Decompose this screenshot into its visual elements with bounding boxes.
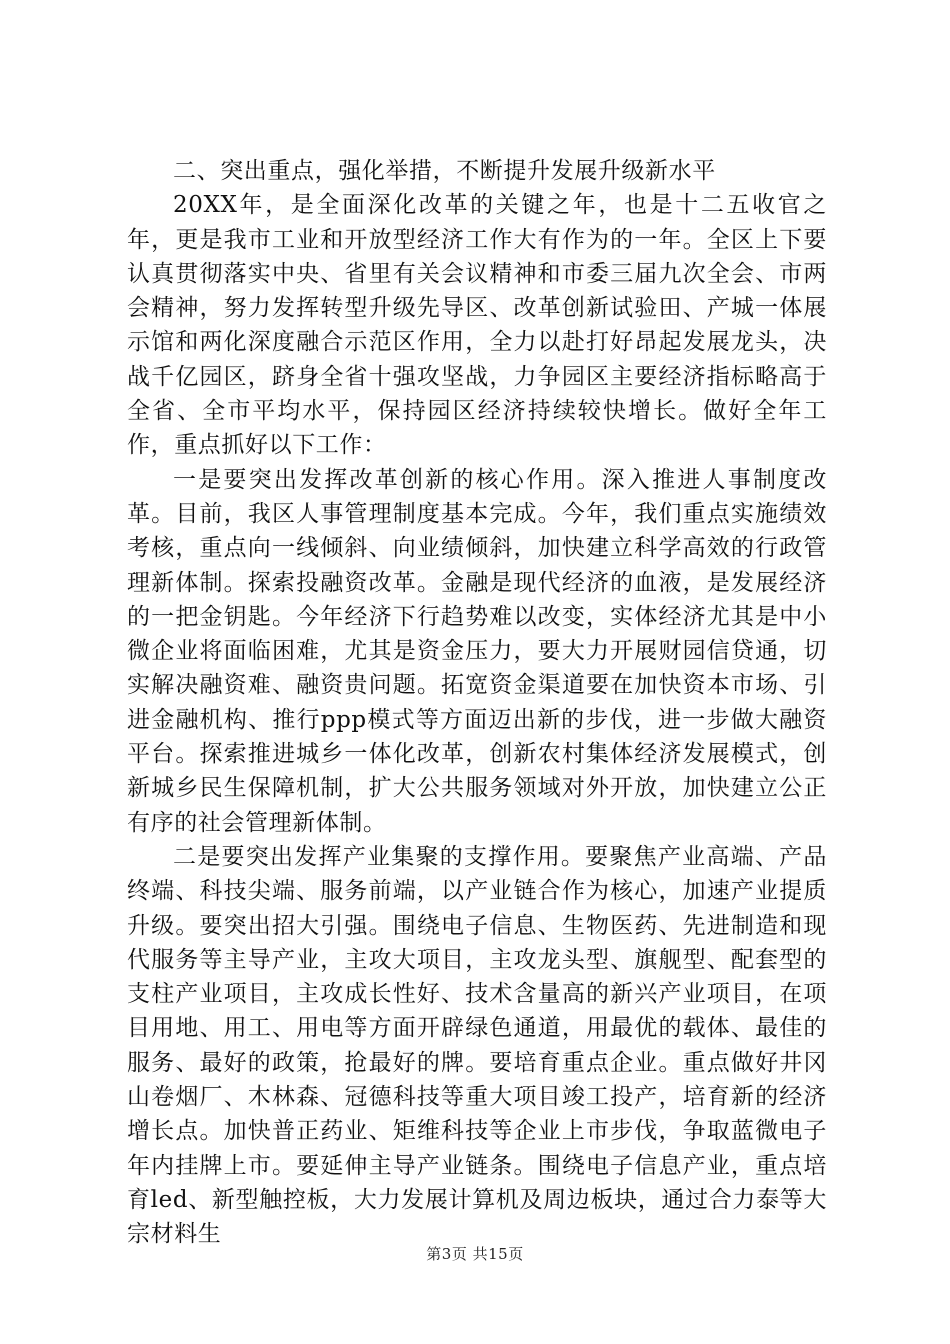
paragraph-industry: 二是要突出发挥产业集聚的支撑作用。要聚焦产业高端、产品终端、科技尖端、服务前端，以产业链合作为核心，加速产业提质升级。要突出招大引强。围绕电子信息、生物医药、先进制造和现代服务等主导产业，主攻大项目，主攻龙头型、旗舰型、配套型的支柱产业项目，主攻成长性好、技术含量高的新兴产业项目，在项目用地、用工、用电等方面开辟绿色通道，用最优的载体、最佳的服务、最好的政策，抢最好的牌。要培育重点企业。重点做好井冈山卷烟厂、木林森、冠德科技等重大项目竣工投产，培育新的经济增长点。加快普正药业、矩维科技等企业上市步伐，争取蓝微电子年内挂牌上市。要延伸主导产业链条。围绕电子信息产业，重点培育led、新型触控板，大力发展计算机及周边板块，通过合力泰等大宗材料生 <box>127 843 827 1248</box>
paragraph-intro: 20XX年，是全面深化改革的关键之年，也是十二五收官之年，更是我市工业和开放型经济工作大有作为的一年。全区上下要认真贯彻落实中央、省里有关会议精神和市委三届九次全会、市两会精神，努力发挥转型升级先导区、改革创新试验田、产城一体展示馆和两化深度融合示范区作用，全力以赴打好昂起发展龙头，决战千亿园区，跻身全省十强攻坚战，力争园区主要经济指标略高于全省、全市平均水平，保持园区经济持续较快增长。做好全年工作，重点抓好以下工作： <box>127 192 827 459</box>
paragraph-reform: 一是要突出发挥改革创新的核心作用。深入推进人事制度改革。目前，我区人事管理制度基本完成。今年，我们重点实施绩效考核，重点向一线倾斜、向业绩倾斜，加快建立科学高效的行政管理新体制。探索投融资改革。金融是现代经济的血液，是发展经济的一把金钥匙。今年经济下行趋势难以改变，实体经济尤其是中小微企业将面临困难，尤其是资金压力，要大力开展财园信贷通，切实解决融资难、融资贵问题。拓宽资金渠道要在加快资本市场、引进金融机构、推行ppp模式等方面迈出新的步伐，进一步做大融资平台。探索推进城乡一体化改革，创新农村集体经济发展模式，创新城乡民生保障机制，扩大公共服务领域对外开放，加快建立公正有序的社会管理新体制。 <box>127 466 827 836</box>
document-body <box>127 154 827 1252</box>
section-heading: 二、突出重点，强化举措，不断提升发展升级新水平 <box>173 158 716 184</box>
page-number-footer: 第3页 共15页 <box>426 1245 524 1263</box>
